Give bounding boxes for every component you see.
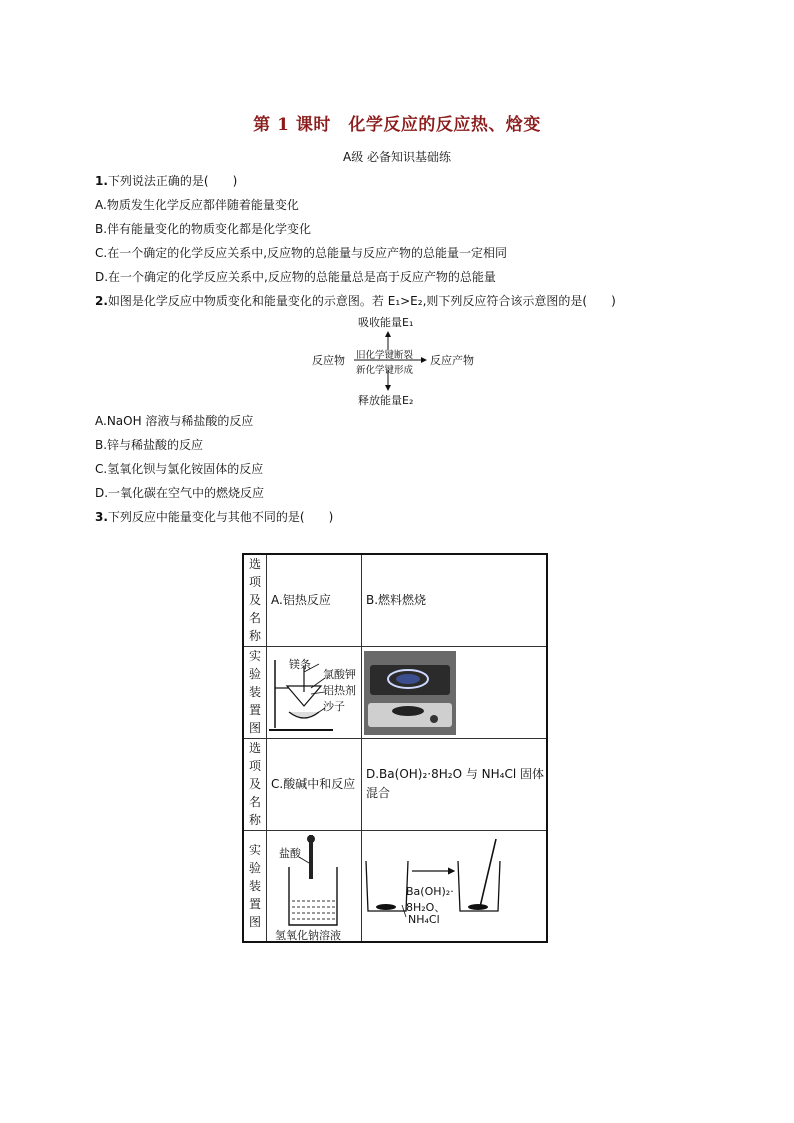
label-kclo3: 氯酸钾	[323, 668, 356, 681]
q2-option-d: D.一氧化碳在空气中的燃烧反应	[95, 486, 265, 500]
question-number: 2.	[95, 294, 108, 308]
thermite-apparatus	[267, 648, 359, 736]
option-c-cell: C.酸碱中和反应	[267, 738, 362, 830]
table-row	[243, 738, 547, 830]
row-header-apparatus: 实 验 装 置 图	[243, 830, 267, 942]
label-thermite: 铝热剂	[323, 684, 356, 697]
two-beakers-drawing	[362, 831, 546, 941]
option-a-cell: A.铝热反应	[267, 554, 362, 646]
question-number: 1.	[95, 174, 108, 188]
q1-option-d: D.在一个确定的化学反应关系中,反应物的总能量总是高于反应产物的总能量	[95, 270, 496, 284]
label-naoh: 氢氧化钠溶液	[275, 928, 341, 942]
question-3-stem	[95, 509, 333, 525]
table-row	[243, 646, 547, 738]
thermite-apparatus-cell	[267, 646, 362, 738]
diagram-product-label: 反应产物	[430, 354, 474, 367]
table-row	[243, 554, 547, 646]
table-row	[243, 830, 547, 942]
question-text: 下列说法正确的是( )	[107, 174, 238, 188]
label-baoh2: Ba(OH)₂·	[406, 884, 454, 898]
label-hcl: 盐酸	[279, 846, 301, 860]
row-header-option-name: 选 项 及 名 称	[243, 738, 267, 830]
diagram-bond-break-label: 旧化学键断裂	[356, 350, 414, 361]
baoh2-apparatus	[362, 831, 546, 941]
stove-drawing	[364, 651, 456, 735]
question-1-stem	[95, 173, 237, 189]
q2-option-a: A.NaOH 溶液与稀盐酸的反应	[95, 414, 254, 428]
gas-stove-photo	[364, 651, 456, 735]
baoh2-apparatus-cell	[362, 830, 548, 942]
option-d-cell: D.Ba(OH)₂·8H₂O 与 NH₄Cl 固体混合	[362, 738, 548, 830]
row-header-apparatus: 实 验 装 置 图	[243, 646, 267, 738]
q2-option-b: B.锌与稀盐酸的反应	[95, 438, 204, 452]
question-text: 如图是化学反应中物质变化和能量变化的示意图。若 E₁>E₂,则下列反应符合该示意图的是( )	[107, 294, 616, 308]
q1-option-c: C.在一个确定的化学反应关系中,反应物的总能量与反应产物的总能量一定相同	[95, 246, 508, 260]
diagram-bond-form-label: 新化学键形成	[356, 365, 414, 376]
options-table	[242, 553, 548, 943]
energy-diagram	[300, 312, 500, 408]
q1-option-b: B.伴有能量变化的物质变化都是化学变化	[95, 222, 312, 236]
question-2-stem	[95, 293, 616, 309]
page-title: 第 1 课时 化学反应的反应热、焓变	[253, 115, 541, 135]
option-b-cell: B.燃料燃烧	[362, 554, 548, 646]
neutralization-apparatus	[267, 831, 359, 941]
neutralization-apparatus-cell	[267, 830, 362, 942]
question-text: 下列反应中能量变化与其他不同的是( )	[107, 510, 334, 524]
label-magnesium: 镁条	[289, 658, 311, 671]
row-header-option-name: 选 项 及 名 称	[243, 554, 267, 646]
q1-option-a: A.物质发生化学反应都伴随着能量变化	[95, 198, 299, 212]
diagram-absorb-label: 吸收能量E₁	[358, 316, 414, 329]
question-number: 3.	[95, 510, 108, 524]
label-sand: 沙子	[323, 700, 345, 713]
stove-photo-cell	[362, 646, 548, 738]
diagram-release-label: 释放能量E₂	[358, 394, 414, 407]
section-subtitle: A级 必备知识基础练	[342, 150, 452, 164]
diagram-reactant-label: 反应物	[312, 354, 345, 367]
q2-option-c: C.氢氧化钡与氯化铵固体的反应	[95, 462, 264, 476]
label-nh4cl: NH₄Cl	[408, 912, 440, 926]
label-8h2o: 8H₂O、	[406, 900, 446, 914]
